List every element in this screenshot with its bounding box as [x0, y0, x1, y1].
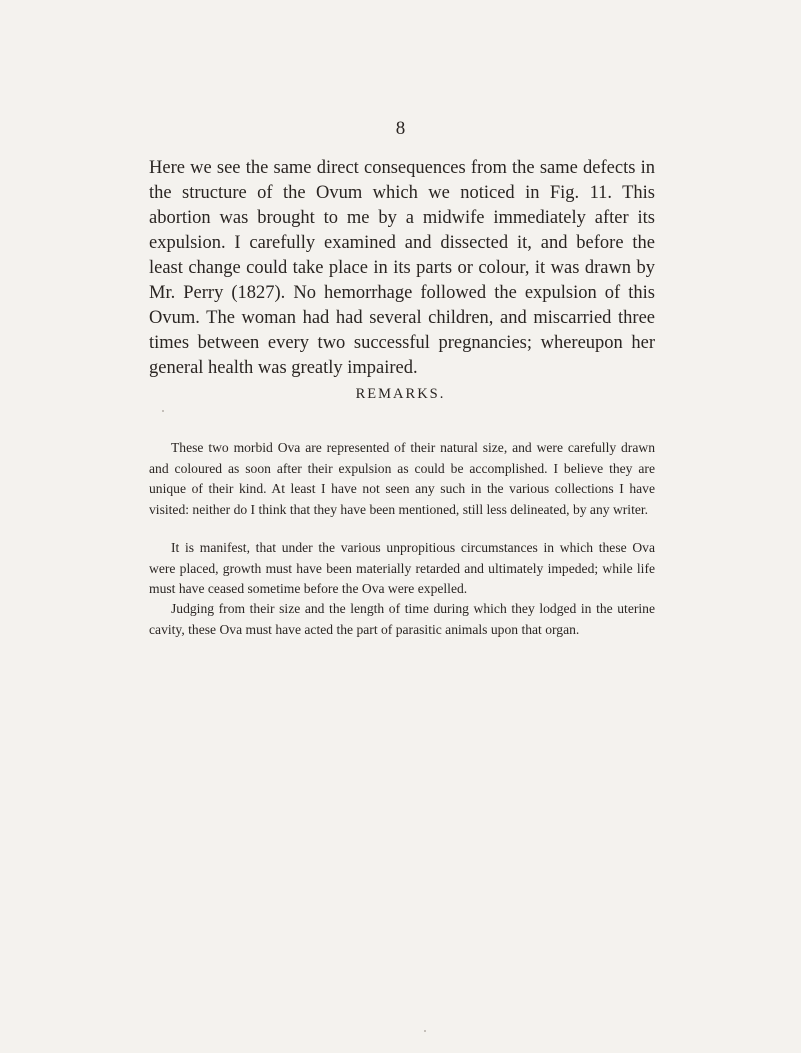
paper-speck: [424, 1030, 426, 1032]
remarks-heading: REMARKS.: [355, 386, 446, 402]
main-paragraph: Here we see the same direct consequences from the same defects in the structure of the Ovum which we noticed in Fig. 11. This abortion was brought to me by a midwife immediately after its expulsion. I carefully examined and dissected it, and before the least change could take place in its parts or colour, it was drawn by Mr. Perry (1827). No hemorrhage followed the expulsion of this Ovum. The woman had had several children, and miscarried three times between every two successful pregnancies; whereupon her general health was greatly impaired.: [149, 158, 655, 378]
remark-paragraph-3: Judging from their size and the length of time during which they lodged in the uterine cavity, these Ova must have acted the part of parasitic animals upon that organ.: [149, 601, 655, 637]
page-number: 8: [395, 118, 406, 139]
remark-paragraph-2: It is manifest, that under the various unpropitious circumstances in which these Ova were placed, growth must have been materially retarded and ultimately impeded; while life must have ceased sometime before the Ova were expelled.: [149, 540, 655, 596]
remark-paragraph-1: These two morbid Ova are represented of their natural size, and were carefully drawn and coloured as soon after their expulsion as could be accomplished. I believe they are unique of their kind. At least I have not seen any such in the various collections I have visited: neither do I think that they have been mentioned, still less delineated, by any writer.: [149, 440, 655, 517]
paper-speck: [162, 410, 164, 412]
